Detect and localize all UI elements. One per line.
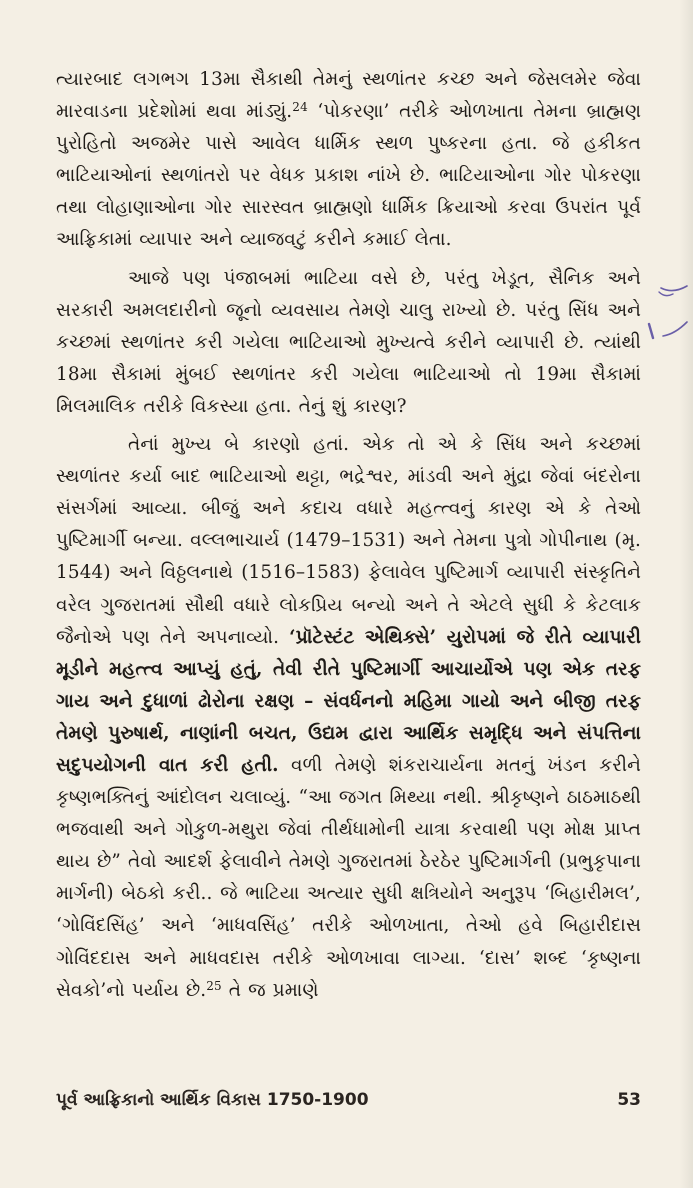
page-number: 53 [617, 1090, 641, 1110]
paragraph-3-bold-passage: ‘પ્રૉટેસ્ટંટ એથિક્સે’ યુરોપમાં જે રીતે વ્યાપારી મૂડીને મહત્ત્વ આપ્યું હતું, તેવી રીતે પુષ્ટિમાર્ગી આચાર્યોએ પણ એક તરફ ગાય અને દુધાળાં ઢોરોના રક્ષણ – સંવર્ધનનો મહિમા ગાયો અને બીજી તરફ તેમણે પુરુષાર્થ, નાણાંની બચત, ઉદ્યમ દ્વારા આર્થિક સમૃદ્ધિ અને સંપત્તિના સદુપયોગની વાત કરી હતી. [56, 626, 641, 776]
body-text [56, 64, 641, 1007]
running-title: પૂર્વ આફ્રિકાનો આર્થિક વિકાસ 1750-1900 [56, 1090, 369, 1110]
paragraph-1-text: ત્યારબાદ લગભગ 13મા સૈકાથી તેમનું સ્થળાંતર કચ્છ અને જેસલમેર જેવા મારવાડના પ્રદેશોમાં થવા માંડ્યું. [56, 69, 641, 123]
footnote-ref-25[interactable]: 25 [206, 978, 222, 993]
paragraph-3-text: તેનાં મુખ્ય બે કારણો હતાં. એક તો એ કે સિંધ અને કચ્છમાં સ્થળાંતર કર્યા બાદ ભાટિયાઓ થટ્ટા, ભદ્રેશ્વર, માંડવી અને મુંદ્રા જેવાં બંદરોના સંસર્ગમાં આવ્યા. બીજું અને કદાચ વધારે મહત્ત્વનું કારણ એ કે તેઓ પુષ્ટિમાર્ગી બન્યા. વલ્લભાચાર્ય (1479–1531) અને તેમના પુત્રો ગોપીનાથ (મૃ. 1544) અને વિઠ્ઠલનાથે (1516–1583) ફેલાવેલ પુષ્ટિમાર્ગ વ્યાપારી સંસ્કૃતિને વરેલ ગુજરાતમાં સૌથી વધારે લોકપ્રિય બન્યો અને તે એટલે સુધી કે કેટલાક જૈનોએ પણ તેને અપનાવ્યો. [56, 434, 641, 648]
footnote-ref-24[interactable]: 24 [292, 100, 308, 115]
paragraph-3 [56, 429, 641, 1007]
paragraph-3-text-continued: વળી તેમણે શંકરાચાર્યના મતનું ખંડન કરીને કૃષ્ણભક્તિનું આંદોલન ચલાવ્યું. “આ જગત મિથ્યા નથી. શ્રીકૃષ્ણને ઠાઠમાઠથી ભજવાથી અને ગોકુળ-મથુરા જેવાં તીર્થધામોની યાત્રા કરવાથી પણ મોક્ષ પ્રાપ્ત થાય છે” તેવો આદર્શ ફેલાવીને તેમણે ગુજરાતમાં ઠેરઠેર પુષ્ટિમાર્ગની (પ્રભુકૃપાના માર્ગની) બેઠકો કરી.. જે ભાટિયા અત્યાર સુધી ક્ષત્રિયોને અનુરૂપ ‘બિહારીમલ’, ‘ગોવિંદસિંહ’ અને ‘માધવસિંહ’ તરીકે ઓળખાતા, તેઓ હવે બિહારીદાસ ગોવિંદદાસ અને માધવદાસ તરીકે ઓળખાવા લાગ્યા. ‘દાસ’ શબ્દ ‘કૃષ્ણના સેવકો’નો પર્યાય છે. [56, 754, 641, 1001]
paragraph-3-text-end: તે જ પ્રમાણે [221, 979, 319, 1001]
paragraph-2-text: આજે પણ પંજાબમાં ભાટિયા વસે છે, પરંતુ ખેડૂત, સૈનિક અને સરકારી અમલદારીનો જૂનો વ્યવસાય તેમણે ચાલુ રાખ્યો છે. પરંતુ સિંધ અને કચ્છમાં સ્થળાંતર કરી ગયેલા ભાટિયાઓ મુખ્યત્વે કરીને વ્યાપારી છે. ત્યાંથી 18મા સૈકામાં મુંબઈ સ્થળાંતર કરી ગયેલા ભાટિયાઓ તો 19મા સૈકામાં મિલમાલિક તરીકે વિકસ્યા હતા. તેનું શું કારણ? [56, 267, 641, 417]
pen-annotation-mark [643, 280, 691, 360]
paragraph-1-text-continued: ‘પોકરણા’ તરીકે ઓળખાતા તેમના બ્રાહ્મણ પુરોહિતો અજમેર પાસે આવેલ ધાર્મિક સ્થળ પુષ્કરના હતા. જે હકીકત ભાટિયાઓનાં સ્થળાંતરો પર વેધક પ્રકાશ નાંખે છે. ભાટિયાઓના ગોર પોકરણા તથા લોહાણાઓના ગોર સારસ્વત બ્રાહ્મણો ધાર્મિક ક્રિયાઓ કરવા ઉપરાંત પૂર્વ આફ્રિકામાં વ્યાપાર અને વ્યાજવટું કરીને કમાઈ લેતા. [56, 101, 642, 251]
paragraph-2 [56, 263, 641, 423]
paragraph-1 [56, 64, 641, 257]
page-footer [56, 1090, 641, 1110]
